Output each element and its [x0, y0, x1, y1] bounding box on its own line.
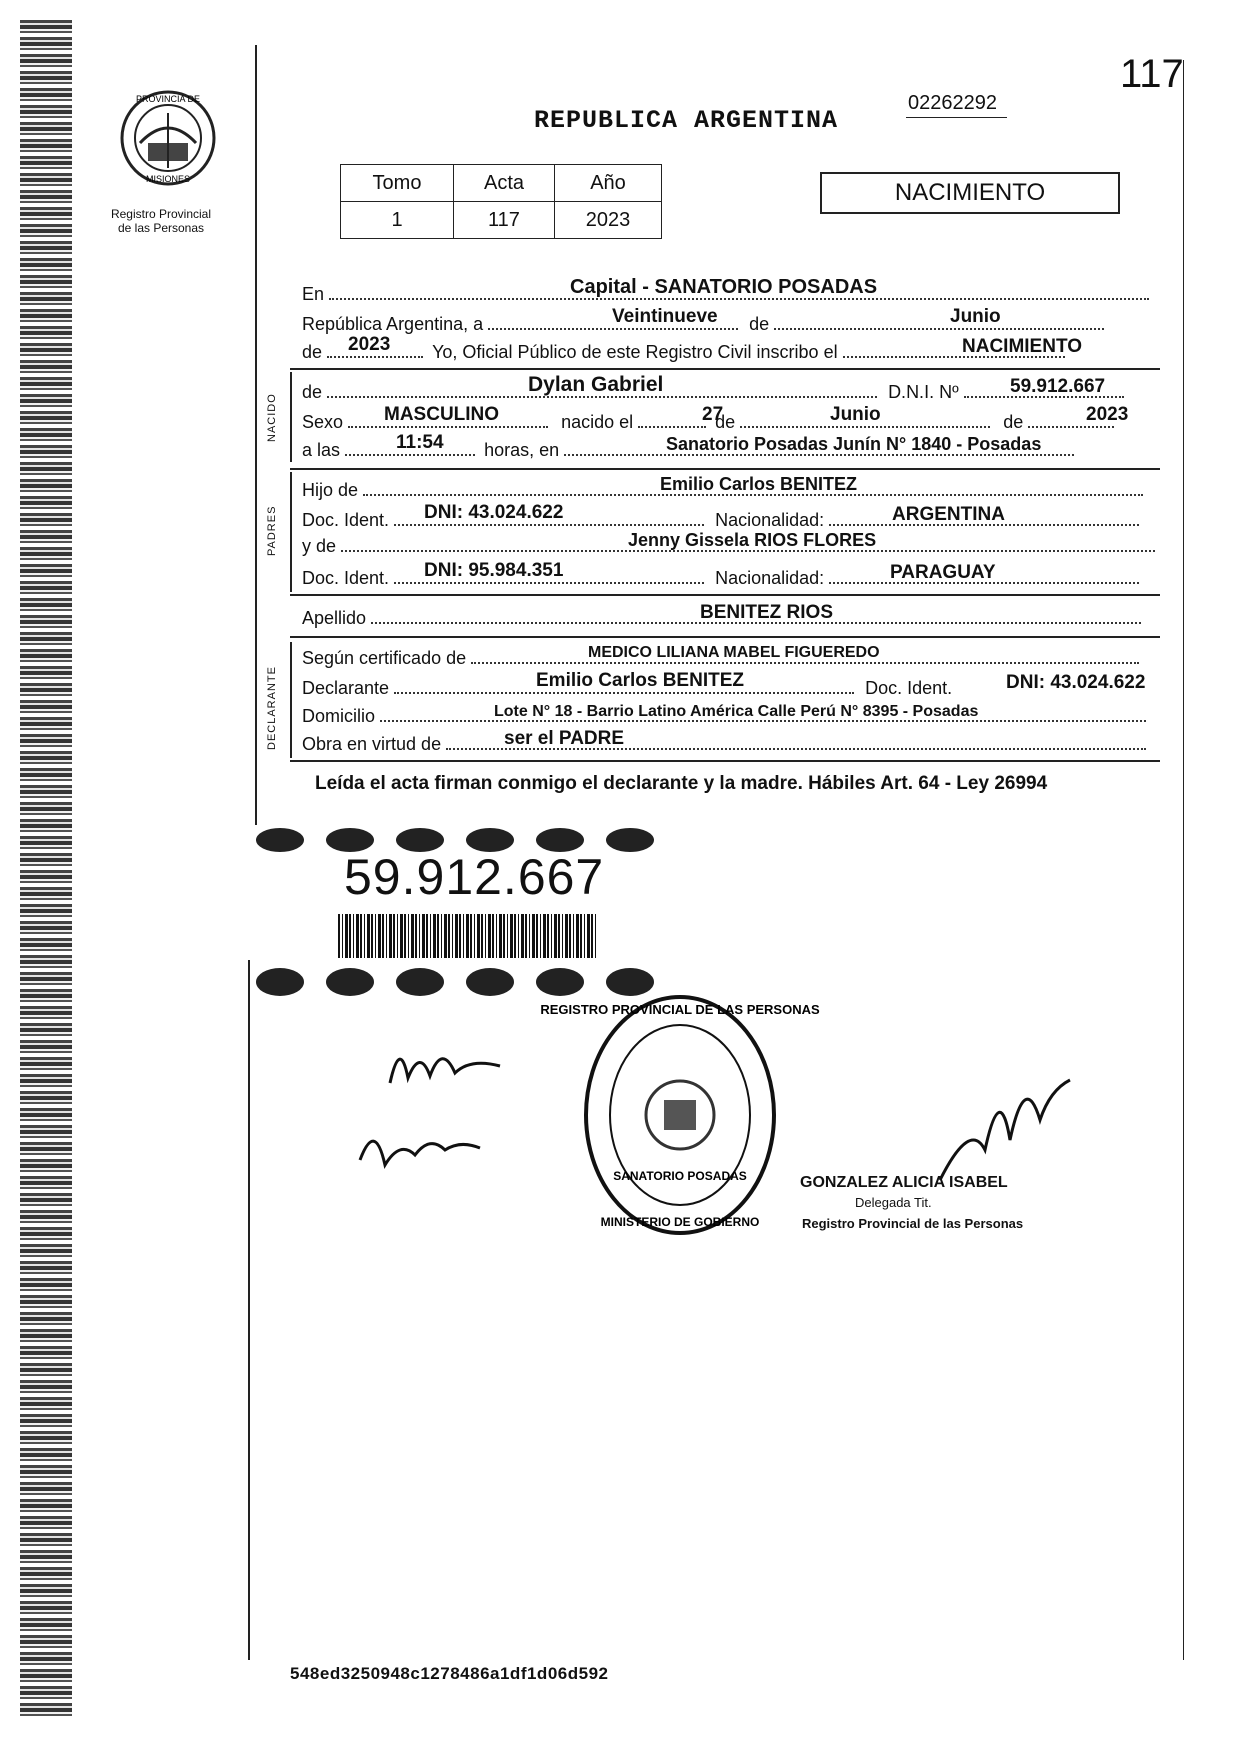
serial-number: 02262292: [906, 92, 1007, 118]
declarant-name-value: Emilio Carlos BENITEZ: [536, 670, 744, 691]
day-words-value: Veintinueve: [612, 306, 718, 327]
birth-day-value: 27: [702, 404, 724, 425]
register-header-row: [341, 165, 662, 202]
mother-doc-row: Doc. Ident. Nacionalidad:: [302, 568, 1164, 589]
dni-number-sticker: 59.912.667: [344, 849, 605, 905]
left-frame-line: [255, 45, 257, 825]
act-value: NACIMIENTO: [962, 336, 1082, 357]
birth-year-value: 2023: [1086, 404, 1129, 425]
register-header: Tomo: [341, 165, 454, 202]
official-seal: [540, 990, 820, 1240]
svg-text:SANATORIO POSADAS: SANATORIO POSADAS: [613, 1169, 747, 1183]
svg-text:MISIONES: MISIONES: [145, 174, 191, 184]
register-table: [340, 164, 662, 239]
fingerprint-band-top: [250, 818, 690, 848]
address-row: Domicilio: [302, 706, 1164, 727]
father-name-value: Emilio Carlos BENITEZ: [660, 474, 858, 494]
mother-row: y de: [302, 536, 1164, 557]
official-office: Registro Provincial de las Personas: [802, 1216, 1024, 1231]
register-value: 2023: [555, 202, 662, 239]
official-name: GONZALEZ ALICIA ISABEL: [800, 1174, 1008, 1191]
register-header: Año: [555, 165, 662, 202]
declarant-row: Declarante Doc. Ident.: [302, 678, 953, 698]
page-number: 117: [1120, 52, 1184, 96]
reason-value: ser el PADRE: [504, 728, 625, 749]
right-frame-line: [1183, 60, 1184, 1660]
sex-value: MASCULINO: [384, 404, 500, 425]
birth-place-value: Sanatorio Posadas Junín N° 1840 - Posadas: [666, 434, 1042, 454]
register-value-row: [341, 202, 662, 239]
place-value: Capital - SANATORIO POSADAS: [570, 276, 878, 298]
document-hash: 548ed3250948c1278486a1df1d06d592: [290, 1664, 609, 1683]
svg-text:MINISTERIO DE GOBIERNO: MINISTERIO DE GOBIERNO: [600, 1215, 760, 1229]
closing-statement: Leída el acta firman conmigo el declarante y la madre. Hábiles Art. 64 - Ley 26994: [315, 773, 1048, 794]
declarant-signature: [380, 1028, 520, 1098]
left-frame-line-lower: [248, 960, 250, 1660]
child-name-value: Dylan Gabriel: [528, 373, 664, 396]
document-title: REPUBLICA ARGENTINA: [534, 106, 839, 135]
child-dni-value: 59.912.667: [1010, 376, 1106, 397]
date-row: República Argentina, a de: [302, 314, 1164, 335]
address-value: Lote N° 18 - Barrio Latino América Calle Perú N° 8395 - Posadas: [494, 703, 979, 720]
time-row: a las horas, en: [302, 440, 1164, 461]
scan-edge-artifact: [20, 20, 72, 1720]
father-doc-row: Doc. Ident. Nacionalidad:: [302, 510, 1164, 531]
father-row: Hijo de: [302, 480, 1164, 501]
birth-time-value: 11:54: [396, 432, 444, 453]
act-row: de Yo, Oficial Público de este Registro Civil inscribo el: [302, 342, 1164, 363]
label-en: En: [302, 284, 325, 304]
month-value: Junio: [950, 306, 1001, 327]
father-nationality-value: ARGENTINA: [892, 504, 1005, 525]
mother-nationality-value: PARAGUAY: [890, 562, 996, 583]
side-label-nacido: NACIDO: [266, 393, 278, 442]
register-value: 117: [454, 202, 555, 239]
register-value: 1: [341, 202, 454, 239]
declarant-doc-value: DNI: 43.024.622: [1006, 672, 1146, 693]
surname-row: Apellido: [302, 608, 1164, 629]
mother-name-value: Jenny Gissela RIOS FLORES: [628, 530, 877, 550]
sex-row: Sexo nacido el de de: [302, 412, 1164, 433]
svg-text:PROVINCIA DE: PROVINCIA DE: [135, 94, 201, 104]
svg-text:REGISTRO PROVINCIAL DE LAS PER: REGISTRO PROVINCIAL DE LAS PERSONAS: [540, 1002, 820, 1017]
mother-doc-value: DNI: 95.984.351: [424, 560, 564, 581]
father-doc-value: DNI: 43.024.622: [424, 502, 564, 523]
province-logo: [118, 88, 218, 188]
birth-month-value: Junio: [830, 404, 881, 425]
certificate-row: Según certificado de: [302, 648, 1164, 669]
act-type-box: NACIMIENTO: [820, 172, 1120, 214]
surname-value: BENITEZ RIOS: [700, 602, 834, 623]
name-row: de D.N.I. Nº: [302, 382, 1164, 403]
certificate-value: MEDICO LILIANA MABEL FIGUEREDO: [588, 644, 880, 661]
side-label-padres: PADRES: [266, 505, 278, 556]
reason-row: Obra en virtud de: [302, 734, 1164, 755]
barcode: [338, 914, 596, 958]
register-header: Acta: [454, 165, 555, 202]
side-label-declarante: DECLARANTE: [266, 666, 278, 750]
logo-caption: Registro Provincial de las Personas: [110, 207, 212, 235]
mother-signature: [350, 1110, 500, 1180]
official-signature: [930, 1060, 1080, 1190]
official-role: Delegada Tit.: [855, 1195, 932, 1210]
year-value: 2023: [348, 334, 391, 355]
